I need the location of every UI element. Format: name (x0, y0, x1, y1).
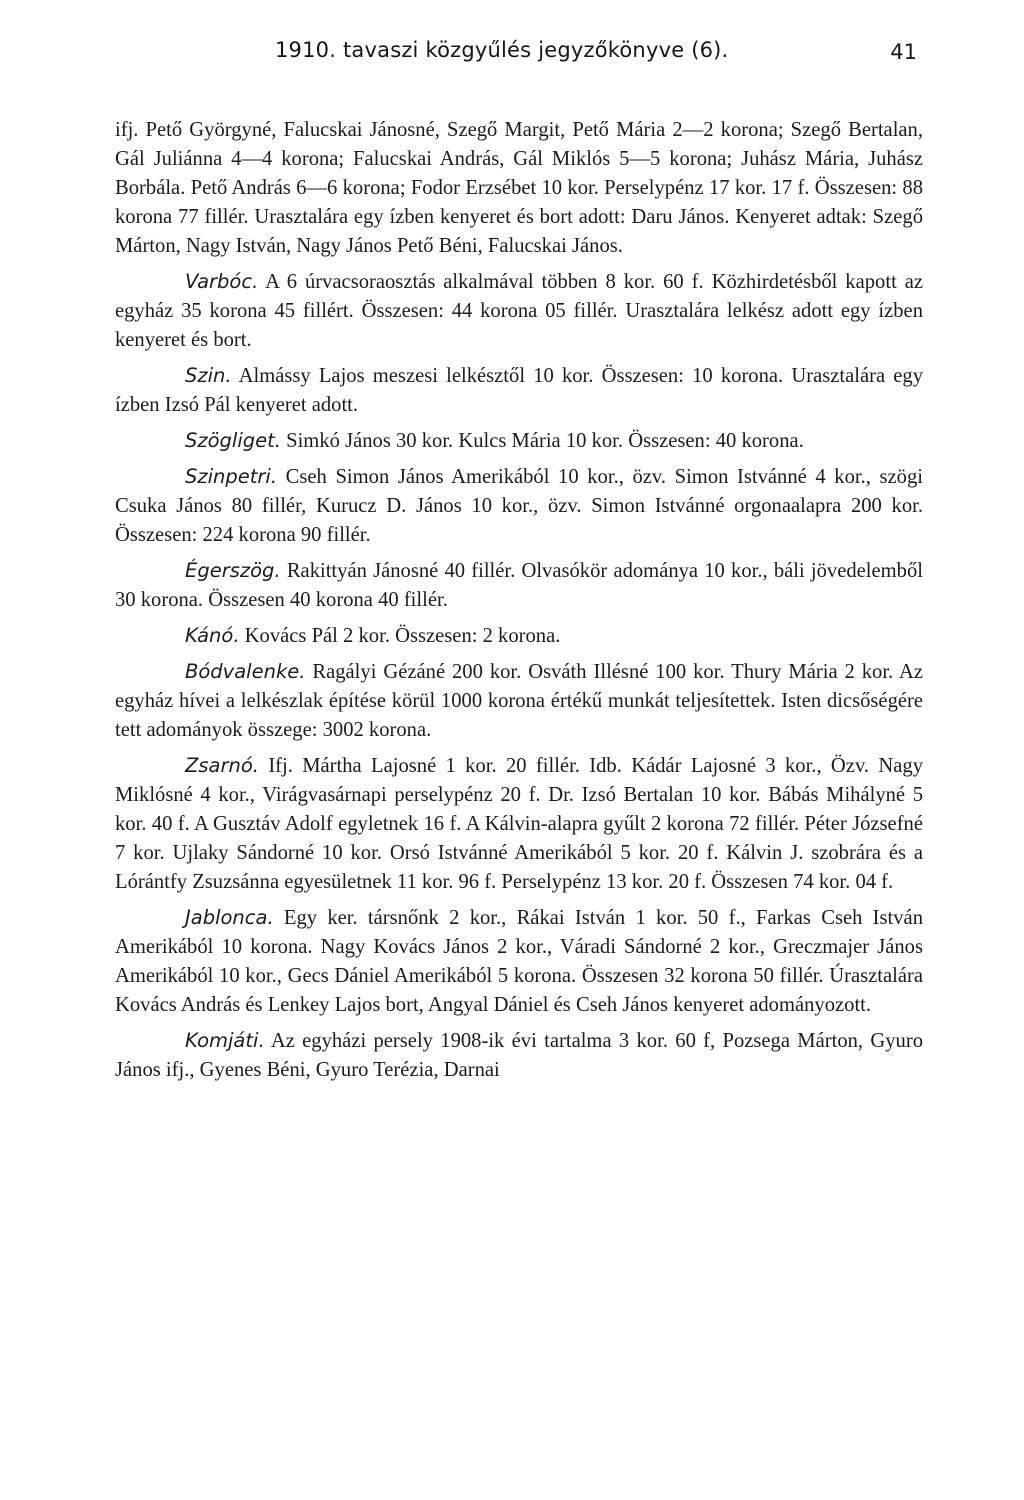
place-name: Komjáti. (185, 1029, 265, 1052)
paragraph-text: A 6 úrvacsoraosztás alkalmával többen 8 kor. 60 f. Közhirdetésből kapott az egyház 35 korona 45 fillért. Összesen: 44 korona 05 fillér. Urasztalára lelkész adott egy ízben kenyeret és bort. (115, 271, 923, 351)
place-name: Szinpetri. (185, 465, 278, 488)
paragraph-continuation (115, 116, 923, 261)
place-name: Égerszög. (185, 559, 281, 582)
paragraph-varboc (115, 267, 923, 355)
paragraph-text: Cseh Simon János Amerikából 10 kor., özv. Simon Istvánné 4 kor., szögi Csuka János 80 fillér, Kurucz D. János 10 kor., özv. Simon Istvánné orgonaalapra 200 kor. Összesen: 224 korona 90 fillér. (115, 466, 923, 546)
paragraph-text: Az egyházi persely 1908-ik évi tartalma 3 kor. 60 f, Pozsega Márton, Gyuro János ifj., Gyenes Béni, Gyuro Terézia, Darnai (115, 1030, 923, 1081)
paragraph-jablonca (115, 903, 923, 1020)
paragraph-kano (115, 621, 923, 651)
paragraph-text: Almássy Lajos meszesi lelkésztől 10 kor. Összesen: 10 korona. Urasztalára egy ízben Izsó Pál kenyeret adott. (115, 365, 923, 416)
paragraph-szinpetri (115, 462, 923, 550)
place-name: Varbóc. (185, 270, 259, 293)
paragraph-komjati (115, 1026, 923, 1085)
place-name: Kánó. (185, 624, 240, 647)
paragraph-text: Ifj. Mártha Lajosné 1 kor. 20 fillér. Idb. Kádár Lajosné 3 kor., Özv. Nagy Miklósné 4 kor., Virágvasárnapi perselypénz 20 f. Dr. Izsó Bertalan 10 kor. Bábás Mihályné 5 kor. 40 f. A Gusztáv Adolf egyletnek 16 f. A Kálvin-alapra gyűlt 2 korona 72 fillér. Péter Józsefné 7 kor. Ujlaky Sándorné 10 kor. Orsó Istvánné Amerikából 5 kor. 20 f. Kálvin J. szobrára és a Lórántfy Zsuzsánna egyesületnek 11 kor. 96 f. Perselypénz 13 kor. 20 f. Összesen 74 kor. 04 f. (115, 755, 923, 893)
paragraph-szin (115, 361, 923, 420)
paragraph-egerszog (115, 556, 923, 615)
page-title: 1910. tavaszi közgyűlés jegyzőkönyve (6). (275, 38, 729, 62)
paragraph-szogliget (115, 426, 923, 456)
page-header (115, 30, 925, 70)
paragraph-zsarno (115, 751, 923, 897)
paragraph-bodvalenke (115, 657, 923, 745)
paragraph-text: ifj. Pető Györgyné, Falucskai Jánosné, Szegő Margit, Pető Mária 2—2 korona; Szegő Bertalan, Gál Juliánna 4—4 korona; Falucskai András, Gál Miklós 5—5 korona; Juhász Mária, Juhász Borbála. Pető András 6—6 korona; Fodor Erzsébet 10 kor. Perselypénz 17 kor. 17 f. Összesen: 88 korona 77 fillér. Urasztalára egy ízben kenyeret és bort adott: Daru János. Kenyeret adtak: Szegő Márton, Nagy István, Nagy János Pető Béni, Falucskai János. (115, 119, 923, 257)
paragraph-text: Ragályi Gézáné 200 kor. Osváth Illésné 100 kor. Thury Mária 2 kor. Az egyház hívei a lelkészlak építése körül 1000 korona értékű munkát teljesítettek. Isten dicsőségére tett adományok összege: 3002 korona. (115, 661, 923, 741)
page-number: 41 (890, 40, 917, 64)
paragraph-text: Kovács Pál 2 kor. Összesen: 2 korona. (239, 625, 561, 647)
place-name: Zsarnó. (185, 754, 259, 777)
paragraph-text: Egy ker. társnőnk 2 kor., Rákai István 1 kor. 50 f., Farkas Cseh István Amerikából 10 korona. Nagy Kovács János 2 kor., Váradi Sándorné 2 kor., Greczmajer János Amerikából 10 kor., Gecs Dániel Amerikából 5 korona. Összesen 32 korona 50 fillér. Úrasztalára Kovács András és Lenkey Lajos bort, Angyal Dániel és Cseh János kenyeret adományozott. (115, 907, 923, 1016)
document-body (115, 116, 923, 1085)
place-name: Jablonca. (185, 906, 274, 929)
paragraph-text: Simkó János 30 kor. Kulcs Mária 10 kor. Összesen: 40 korona. (280, 430, 804, 452)
paragraph-text: Rakittyán Jánosné 40 fillér. Olvasókör adománya 10 kor., báli jövedelemből 30 korona. Összesen 40 korona 40 fillér. (115, 560, 923, 611)
place-name: Szin. (185, 364, 232, 387)
place-name: Szögliget. (185, 429, 281, 452)
place-name: Bódvalenke. (185, 660, 306, 683)
